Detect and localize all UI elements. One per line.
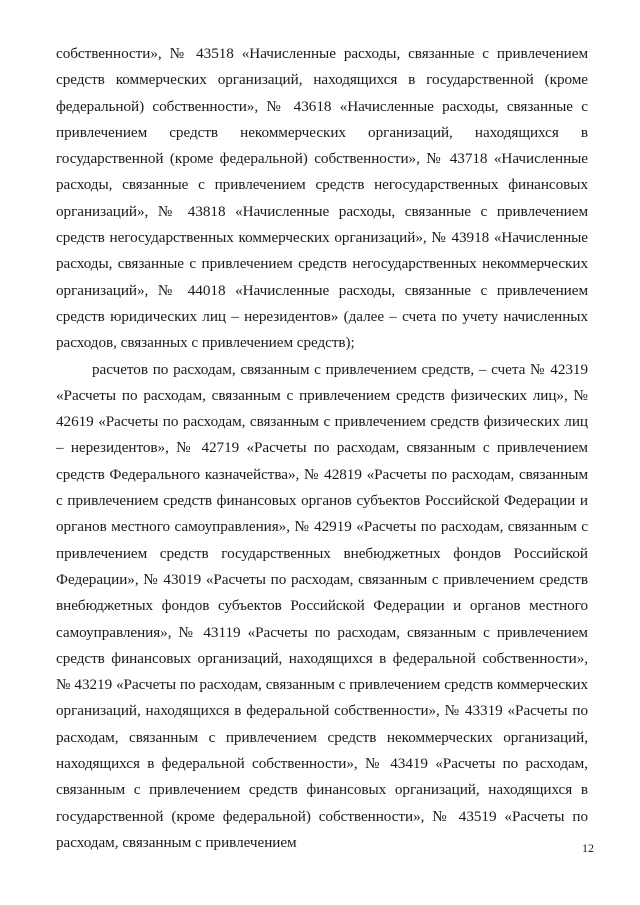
paragraph-settlements-on-expenses: расчетов по расходам, связанным с привлечением средств, – счета № 42319 «Расчеты по расходам, связанным с привлечением средств физических лиц», № 42619 «Расчеты по расходам, связанным с привлечением средств физических лиц – нерезидентов», № 42719 «Расчеты по расходам, связанным с привлечением средств Федерального казначейства», № 42819 «Расчеты по расходам, связанным с привлечением средств финансовых органов субъектов Российской Федерации и органов местного самоуправления», № 42919 «Расчеты по расходам, связанным с привлечением средств государственных внебюджетных фондов Российской Федерации», № 43019 «Расчеты по расходам, связанным с привлечением средств внебюджетных фондов субъектов Российской Федерации и органов местного самоуправления», № 43119 «Расчеты по расходам, связанным с привлечением средств финансовых организаций, находящихся в федеральной собственности», № 43219 «Расчеты по расходам, связанным с привлечением средств коммерческих организаций, находящихся в федеральной собственности», № 43319 «Расчеты по расходам, связанным с привлечением средств некоммерческих организаций, находящихся в федеральной собственности», № 43419 «Расчеты по расходам, связанным с привлечением средств финансовых организаций, находящихся в государственной (кроме федеральной) собственности», № 43519 «Расчеты по расходам, связанным с привлечением	[56, 360, 588, 851]
paragraph-accrued-expenses: собственности», № 43518 «Начисленные расходы, связанные с привлечением средств коммерческих организаций, находящихся в государственной (кроме федеральной) собственности», № 43618 «Начисленные расходы, связанные с привлечением средств некоммерческих организаций, находящихся в государственной (кроме федеральной) собственности», № 43718 «Начисленные расходы, связанные с привлечением средств негосударственных финансовых организаций», № 43818 «Начисленные расходы, связанные с привлечением средств негосударственных коммерческих организаций», № 43918 «Начисленные расходы, связанные с привлечением средств негосударственных некоммерческих организаций», № 44018 «Начисленные расходы, связанные с привлечением средств юридических лиц – нерезидентов» (далее – счета по учету начисленных расходов, связанных с привлечением средств);	[56, 45, 588, 352]
body-text	[56, 41, 588, 856]
page-number: 12	[582, 841, 594, 855]
